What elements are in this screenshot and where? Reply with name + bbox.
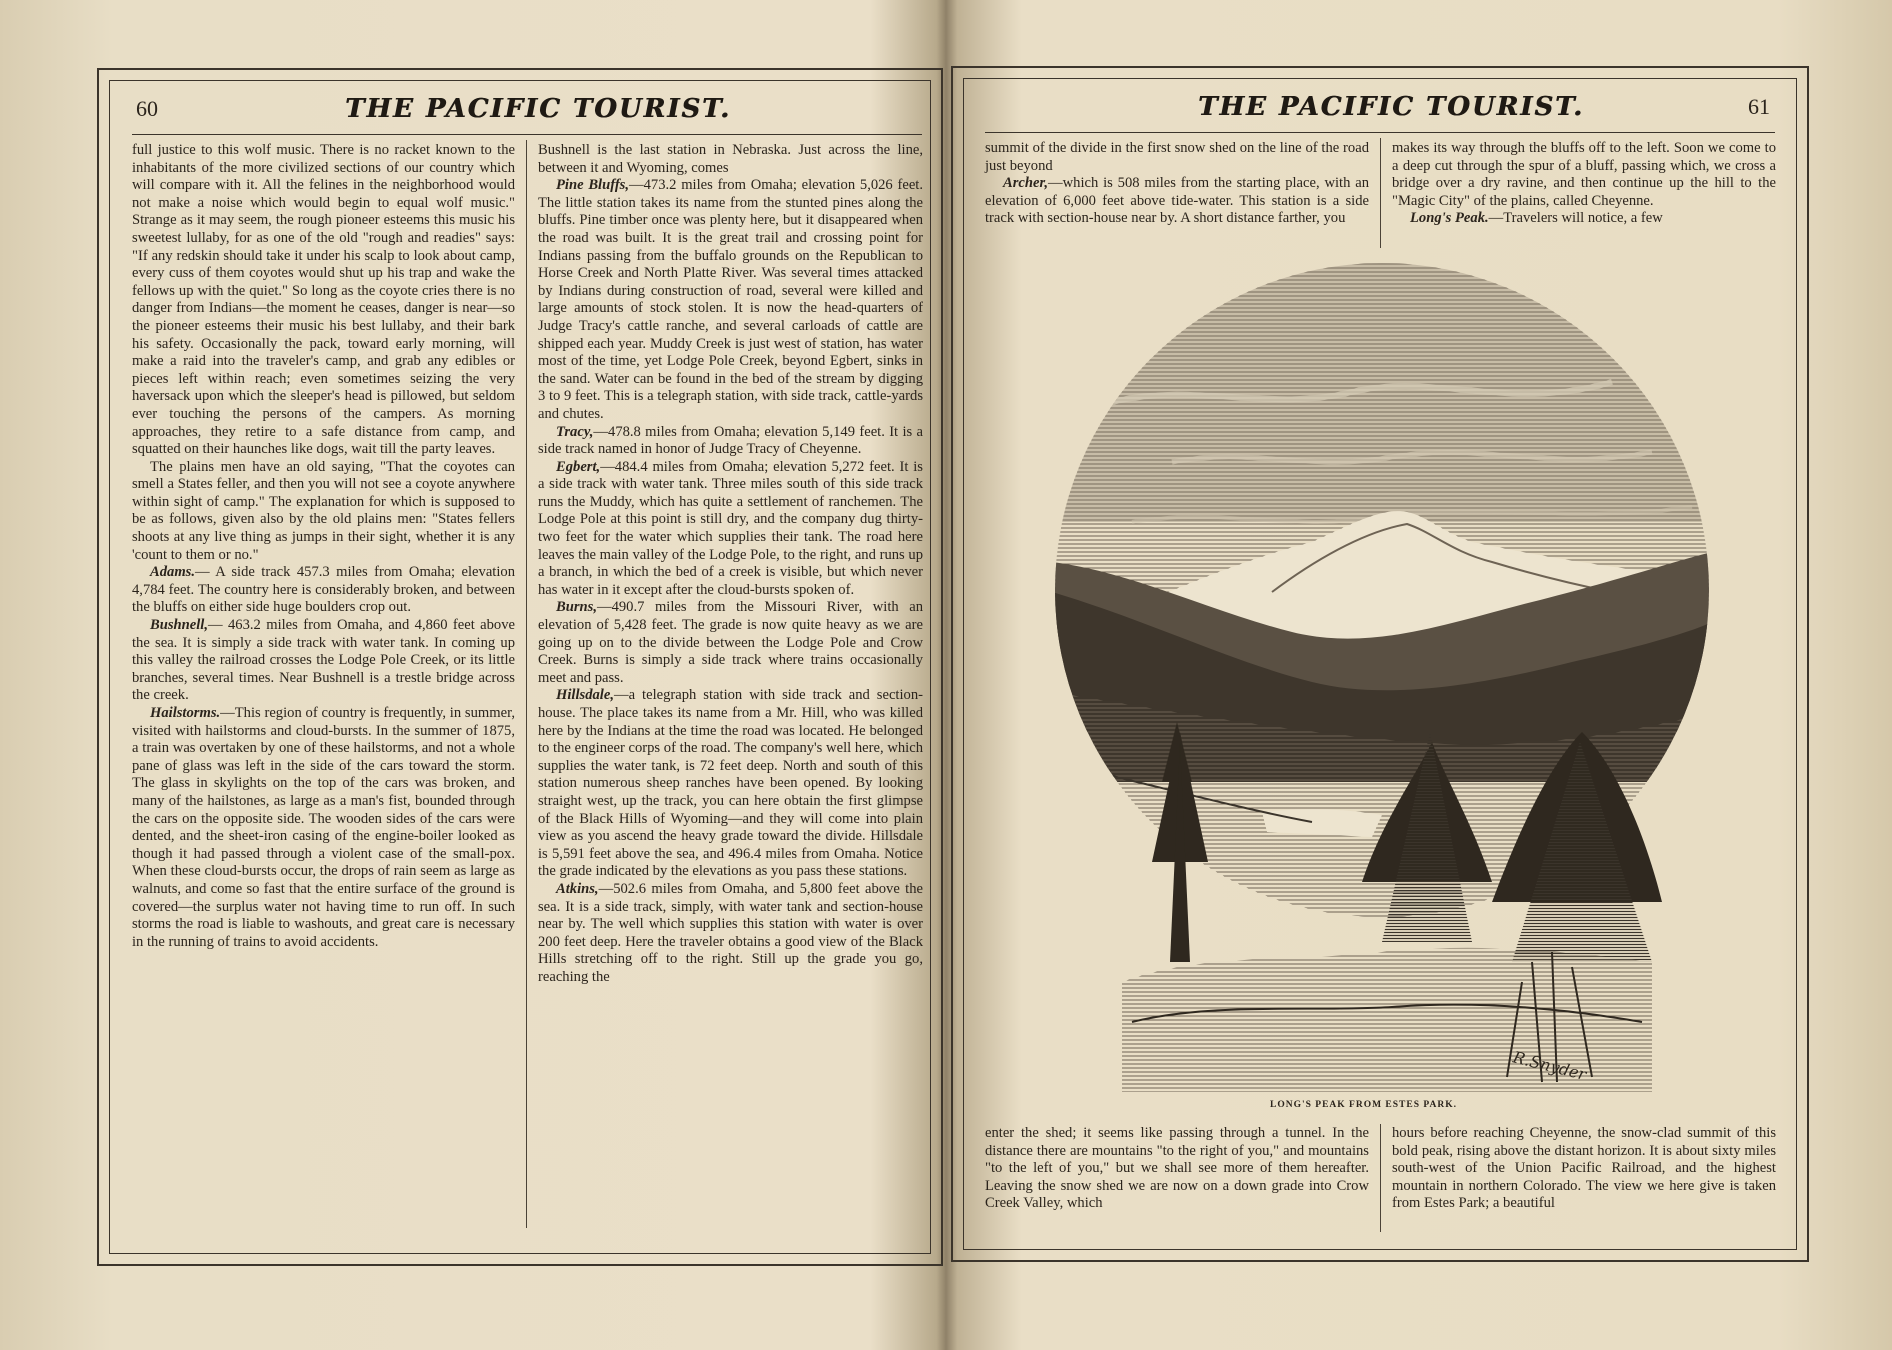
station-heading: Bushnell, [150,617,208,634]
paragraph-text: —a telegraph station with side track and section-house. The place takes its name from a Mr. Hill, who was killed here by the Indians at the time the road was located. He belonged to the engineer corps of the road. The company's well here, which supplies the water tank, is 72 feet deep. North and south of this station numerous sheep ranches have been opened. By looking straight west, up the track, you can here obtain the first glimpse of the Black Hills of Wyoming—and they will come into plain view as you ascend the heavy grade toward the divide. Hillsdale is 5,591 feet above the sea, and 496.4 miles from Omaha. Notice the grade indicated by the elevations as you pass these stations. [538,687,923,880]
paragraph [538,687,923,881]
paragraph [538,459,923,600]
right-head-rule [985,132,1775,133]
right-top-column-2 [1392,140,1776,228]
engraver-signature: R.Snyder [1511,1047,1589,1084]
paragraph-text: —which is 508 miles from the starting place, with an elevation of 6,000 feet above tide-water. This station is a side track with section-house near by. A short distance farther, you [985,175,1369,227]
left-folio: 60 [136,96,158,121]
longs-peak-engraving [1052,262,1712,1092]
paragraph [538,599,923,687]
station-heading: Long's Peak. [1410,210,1489,227]
right-bottom-column-1 [985,1125,1369,1213]
right-top-column-rule [1380,138,1381,248]
paragraph [538,881,923,987]
station-heading: Adams. [150,564,196,581]
left-column-rule [526,140,527,1228]
paragraph-text: summit of the divide in the first snow shed on the line of the road just beyond [985,140,1369,174]
station-heading: Egbert, [556,458,601,475]
paragraph-text: makes its way through the bluffs off to the left. Soon we come to a deep cut through the spur of a bluff, passing which, we cross a bridge over a dry ravine, and then continue up the hill to the "Magic City" of the plains, called Cheyenne. [1392,140,1776,209]
station-heading: Tracy, [556,423,594,440]
paragraph [132,459,515,565]
paragraph-text: —This region of country is frequently, in summer, visited with hailstorms and cloud-bursts. In the summer of 1875, a train was overtaken by one of these hailstorms, and not a whole pane of glass was left in the side of the cars toward the storm. The glass in skylights on the top of the cars was broken, and many of the hailstones, as large as a man's fist, bounded through the cars on the opposite side. The wooden sides of the cars were dented, and the sheet-iron casing of the engine-boiler looked as though it had passed through a violent case of the small-pox. When these cloud-bursts occur, the drops of rain seem as large as walnuts, and come so fast that the entire surface of the ground is covered—the surplus water not having time to run off. In such storms the road is liable to washouts, and great care is necessary in the running of trains to avoid accidents. [132,705,515,950]
paragraph [132,617,515,705]
paragraph [985,1125,1369,1213]
paragraph [1392,210,1776,228]
paragraph-text: —490.7 miles from the Missouri River, with an elevation of 5,428 feet. The grade is now quite heavy as we are going up on to the divide between the Lodge Pole and Crow Creek. Burns is simply a side track where trains occasionally meet and pass. [538,599,923,686]
paragraph [132,564,515,617]
station-heading: Hillsdale, [556,687,614,704]
left-column-2 [538,142,923,987]
paragraph-text: — A side track 457.3 miles from Omaha; elevation 4,784 feet. The country here is considerably broken, and between the bluffs on either side huge boulders crop out. [132,564,515,616]
paragraph [538,142,923,177]
paragraph [132,705,515,951]
left-column-1 [132,142,515,951]
paragraph-text: enter the shed; it seems like passing through a tunnel. In the distance there are mountains "to the right of you," and mountains "to the left of you," but we shall see more of them hereafter. Leaving the snow shed we are now on a down grade into Crow Creek Valley, which [985,1125,1369,1212]
station-heading: Pine Bluffs, [556,177,630,194]
paragraph [538,424,923,459]
paragraph-text: full justice to this wolf music. There is no racket known to the inhabitants of the more civilized sections of our country which will compare with it. All the felines in the neighborhood would not make a noise which would begin to equal wolf music." Strange as it may seem, the rough pioneer esteems this music his sweetest lullaby, for as one of the old "rough and readies" says: "If any redskin should take it under his scalp to look about camp, every cuss of them coyotes would shut up his trap and wake the fellows up with the quiet." So long as the coyote cries there is no danger from Indians—the moment he ceases, danger is near—so the pioneer esteems their music his best lullaby, and their bark his safety. Occasionally the pack, toward early morning, will make a raid into the traveler's camp, and grab any edibles or pieces left within reach; even sometimes seizing the very haversack upon which the sleeper's head is pillowed, but seldom ever touching the persons of the campers. As morning approaches, they retire to a safe distance from camp, and squatted on their haunches like dogs, wait till the party leaves. [132,142,515,458]
illustration-caption: LONG'S PEAK FROM ESTES PARK. [1270,1100,1457,1110]
paragraph-text: hours before reaching Cheyenne, the snow-clad summit of this bold peak, rising above the distant horizon. It is about sixty miles south-west of the Union Pacific Railroad, and the highest mountain in northern Colorado. The view we here give is taken from Estes Park; a beautiful [1392,1125,1776,1212]
paragraph-text: — 463.2 miles from Omaha, and 4,860 feet above the sea. It is simply a side track with water tank. In coming up this valley the railroad crosses the Lodge Pole Creek, or its little branches, several times. Near Bushnell is a trestle bridge across the creek. [132,617,515,704]
paragraph [538,177,923,423]
paragraph-text: —478.8 miles from Omaha; elevation 5,149 feet. It is a side track named in honor of Judge Tracy of Cheyenne. [538,423,923,458]
station-heading: Hailstorms. [150,705,221,721]
paragraph [1392,140,1776,210]
left-head-rule [132,134,922,135]
right-running-head: THE PACIFIC TOURIST. [1198,92,1585,122]
paragraph [985,175,1369,228]
paragraph-text: The plains men have an old saying, "That the coyotes can smell a States feller, and then you will not see a coyote anywhere within sight of camp." The explanation for which is supposed to be as follows, given also by the old plains men: "States fellers shoots at any live thing as jumps in their sight, whether it is any 'count to them or no." [132,458,515,563]
paragraph-text: —502.6 miles from Omaha, and 5,800 feet above the sea. It is a side track, simply, with water tank and section-house near by. The well which supplies this station with water is over 200 feet deep. Here the traveler obtains a good view of the Black Hills stretching off to the right. Still up the grade you go, reaching the [538,880,923,985]
paragraph-text: —Travelers will notice, a few [1488,210,1663,227]
paragraph [132,142,515,459]
station-heading: Atkins, [556,880,599,897]
paragraph [985,140,1369,175]
right-bottom-column-2 [1392,1125,1776,1213]
paragraph-text: —484.4 miles from Omaha; elevation 5,272 feet. It is a side track with water tank. Three miles south of this side track runs the Muddy, which has quite a settlement of ranchemen. The Lodge Pole at this point is still dry, and the company dug thirty-two feet for the water which supplies their tank. The road here leaves the main valley of the Lodge Pole, to the right, and runs up a branch, in which the bed of a creek is visible, but which never has water in it except after the cloud-bursts spoken of. [538,458,923,598]
paragraph-text: —473.2 miles from Omaha; elevation 5,026 feet. The little station takes its name from the stunted pines along the bluffs. Pine timber once was plenty here, but it disappeared when the road was built. It is the great trail and crossing point for Indians passing from the buffalo grounds on the Republican to Horse Creek and North Platte River. Was several times attacked by Indians during construction of road, several were killed and large amounts of stock stolen. It is now the head-quarters of Judge Tracy's cattle ranche, and several carloads of cattle are shipped each year. Muddy Creek is just west of station, has water most of the time, yet Lodge Pole Creek, beyond Egbert, sinks in the sand. Water can be found in the bed of the stream by digging 3 to 9 feet. This is a telegraph station, with side track, cattle-yards and chutes. [538,177,924,422]
station-heading: Burns, [556,599,597,616]
paragraph [1392,1125,1776,1213]
right-top-column-1 [985,140,1369,228]
paragraph-text: Bushnell is the last station in Nebraska. Just across the line, between it and Wyoming, comes [538,142,923,176]
right-bottom-column-rule [1380,1124,1381,1232]
station-heading: Archer, [1003,175,1049,192]
left-running-head: THE PACIFIC TOURIST. [345,94,732,124]
right-folio: 61 [1748,94,1770,119]
